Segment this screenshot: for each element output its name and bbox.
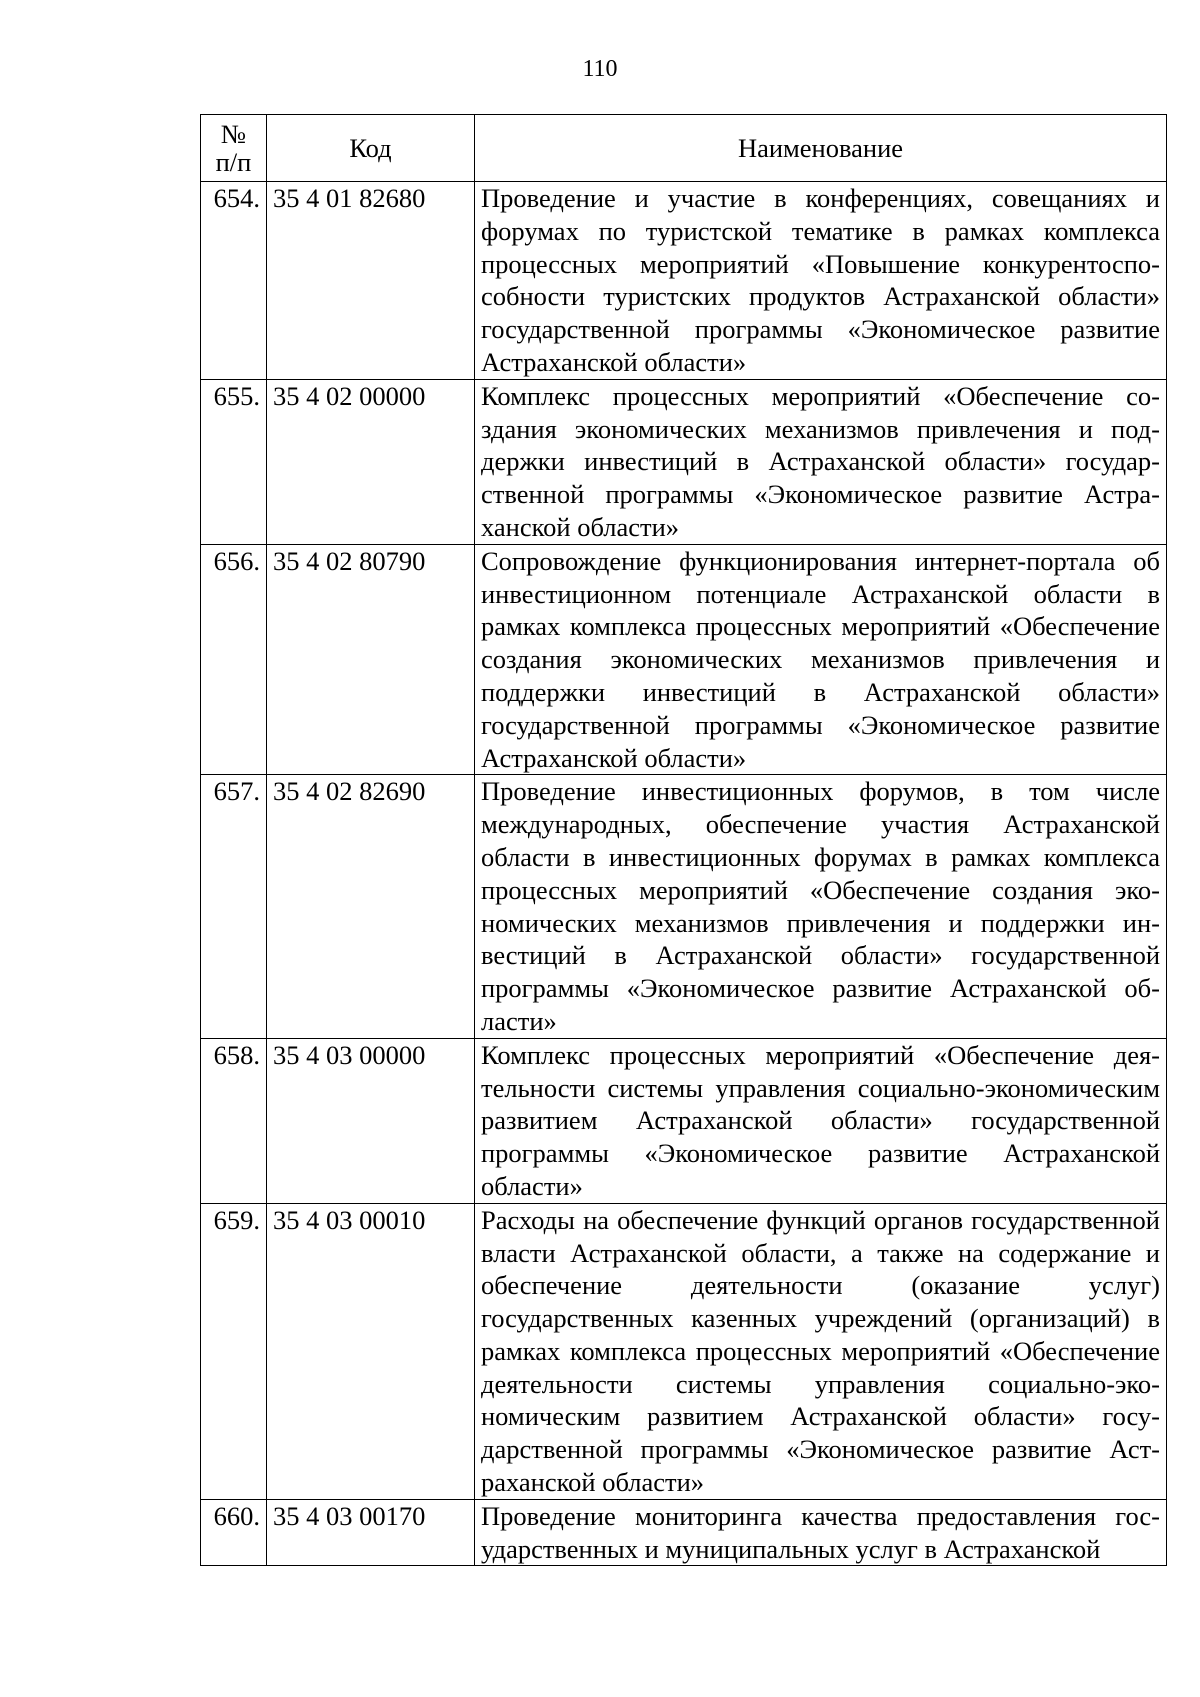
row-name: Проведение мониторинга качества предоставления государственных и муниципальных услуг в Астраханской (475, 1499, 1167, 1566)
row-code: 35 4 02 00000 (267, 379, 475, 544)
row-code: 35 4 03 00170 (267, 1499, 475, 1566)
row-code: 35 4 02 82690 (267, 775, 475, 1038)
row-code: 35 4 03 00010 (267, 1203, 475, 1499)
row-name: Комплекс процессных мероприятий «Обеспечение создания экономических механизмов привлечения и поддержки инвестиций в Астраханской области» государственной программы «Экономическое развитие Астраханской области» (475, 379, 1167, 544)
row-code: 35 4 03 00000 (267, 1038, 475, 1203)
table-row (201, 1203, 1167, 1499)
row-name: Комплекс процессных мероприятий «Обеспечение деятельности системы управления социально-экономическим развитием Астраханской области» государственной программы «Экономическое развитие Астраханской области» (475, 1038, 1167, 1203)
row-number: 660. (201, 1499, 267, 1566)
table-row (201, 1038, 1167, 1203)
header-row (201, 115, 1167, 182)
table-row (201, 1499, 1167, 1566)
table-row (201, 775, 1167, 1038)
row-name: Проведение и участие в конференциях, совещаниях и форумах по туристской тематике в рамках комплекса процессных мероприятий «Повышение конкурентоспособности туристских продуктов Астраханской области» государственной программы «Экономическое развитие Астраханской области» (475, 182, 1167, 380)
table-header (201, 115, 1167, 182)
row-code: 35 4 01 82680 (267, 182, 475, 380)
header-number (201, 115, 267, 182)
header-number-abbrev: п/п (215, 147, 252, 177)
page-number: 110 (582, 56, 618, 82)
row-name: Расходы на обеспечение функций органов государственной власти Астраханской области, а также на содержание и обеспечение деятельности (оказание услуг) государственных казенных учреждений (организаций) в рамках комплекса процессных мероприятий «Обеспечение деятельности системы управления социально-экономическим развитием Астраханской области» государственной программы «Экономическое развитие Астраханской области» (475, 1203, 1167, 1499)
table-body (201, 182, 1167, 1566)
header-code: Код (267, 115, 475, 182)
row-number: 656. (201, 544, 267, 775)
row-name: Проведение инвестиционных форумов, в том числе международных, обеспечение участия Астраханской области в инвестиционных форумах в рамках комплекса процессных мероприятий «Обеспечение создания экономических механизмов привлечения и поддержки инвестиций в Астраханской области» государственной программы «Экономическое развитие Астраханской области» (475, 775, 1167, 1038)
row-code: 35 4 02 80790 (267, 544, 475, 775)
table-row (201, 182, 1167, 380)
row-number: 658. (201, 1038, 267, 1203)
table-row (201, 379, 1167, 544)
table-row (201, 544, 1167, 775)
row-number: 655. (201, 379, 267, 544)
header-name: Наименование (475, 115, 1167, 182)
row-number: 659. (201, 1203, 267, 1499)
header-number-symbol: № (220, 119, 247, 149)
row-number: 657. (201, 775, 267, 1038)
codes-table (200, 114, 1167, 1566)
row-number: 654. (201, 182, 267, 380)
row-name: Сопровождение функционирования интернет-портала об инвестиционном потенциале Астраханской области в рамках комплекса процессных мероприятий «Обеспечение создания экономических механизмов привлечения и поддержки инвестиций в Астраханской области» государственной программы «Экономическое развитие Астраханской области» (475, 544, 1167, 775)
